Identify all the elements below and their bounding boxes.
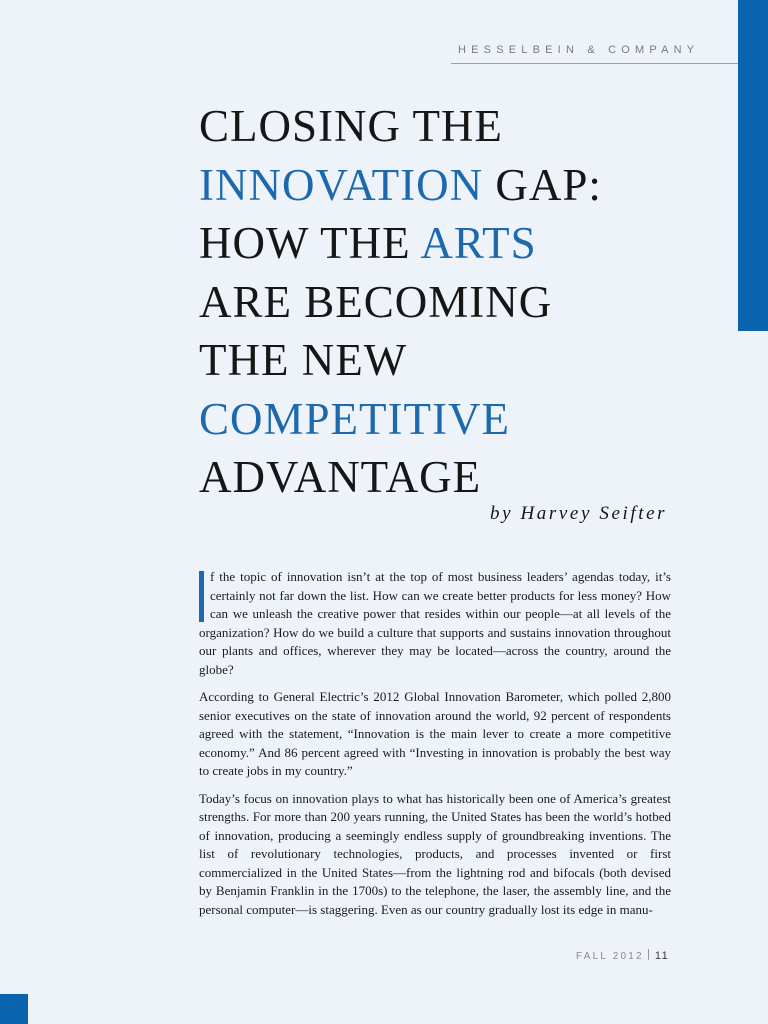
drop-cap-bar — [199, 571, 204, 622]
article-paragraph-3: Today’s focus on innovation plays to what has historically been one of America’s greatest strengths. For more than 200 years running, the United States has been the world’s hotbed of innovation, producing a seemingly endless supply of groundbreaking inventions. The list of revolutionary technologies, products, and processes invented or first commercialized in the United States—from the lightning rod and bifocals (both devised by Benjamin Franklin in the 1700s) to the telephone, the laser, the assembly line, and the personal computer—is staggering. Even as our country gradually lost its edge in manu- — [199, 790, 671, 917]
title-line-1: CLOSING THE — [199, 101, 503, 151]
title-highlight-innovation: INNOVATION — [199, 159, 484, 210]
title-line-7: ADVANTAGE — [199, 452, 482, 502]
title-highlight-competitive: COMPETITIVE — [199, 393, 510, 444]
page-footer — [576, 949, 669, 962]
title-line-3 — [199, 214, 602, 273]
title-line-2 — [199, 156, 602, 215]
issue-label: FALL 2012 — [576, 951, 644, 962]
corner-accent-block — [0, 994, 28, 1024]
right-accent-bar — [738, 0, 768, 331]
title-line-5: THE NEW — [199, 335, 408, 385]
publisher-name: HESSELBEIN & COMPANY — [458, 44, 700, 56]
article-title — [199, 97, 602, 507]
article-paragraph-2: According to General Electric’s 2012 Global Innovation Barometer, which polled 2,800 senior executives on the state of innovation around the world, 92 percent of respondents agreed with the statement, “Innovation is the main lever to create a more competitive economy.” And 86 percent agreed with “Investing in innovation is probably the best way to create jobs in my country.” — [199, 689, 671, 778]
header-rule — [451, 63, 738, 64]
paragraph-text: f the topic of innovation isn’t at the top of most business leaders’ agendas today, it’s certainly not far down the list. How can we create better products for less money? How can we unleash the creative power that resides within our people—at all levels of the organization? How do we build a culture that supports and sustains innovation throughout our plants and offices, wherever they may be located—across the country, around the globe? — [199, 569, 671, 677]
title-highlight-arts: ARTS — [420, 218, 537, 268]
article-body — [199, 568, 671, 928]
title-line-4: ARE BECOMING — [199, 276, 553, 327]
page-number: 11 — [654, 950, 670, 962]
article-paragraph-1 — [199, 568, 671, 679]
author-byline: by Harvey Seifter — [490, 503, 668, 524]
footer-divider — [648, 949, 649, 960]
title-gap: GAP: — [483, 159, 602, 210]
title-how-the: HOW THE — [199, 218, 421, 268]
